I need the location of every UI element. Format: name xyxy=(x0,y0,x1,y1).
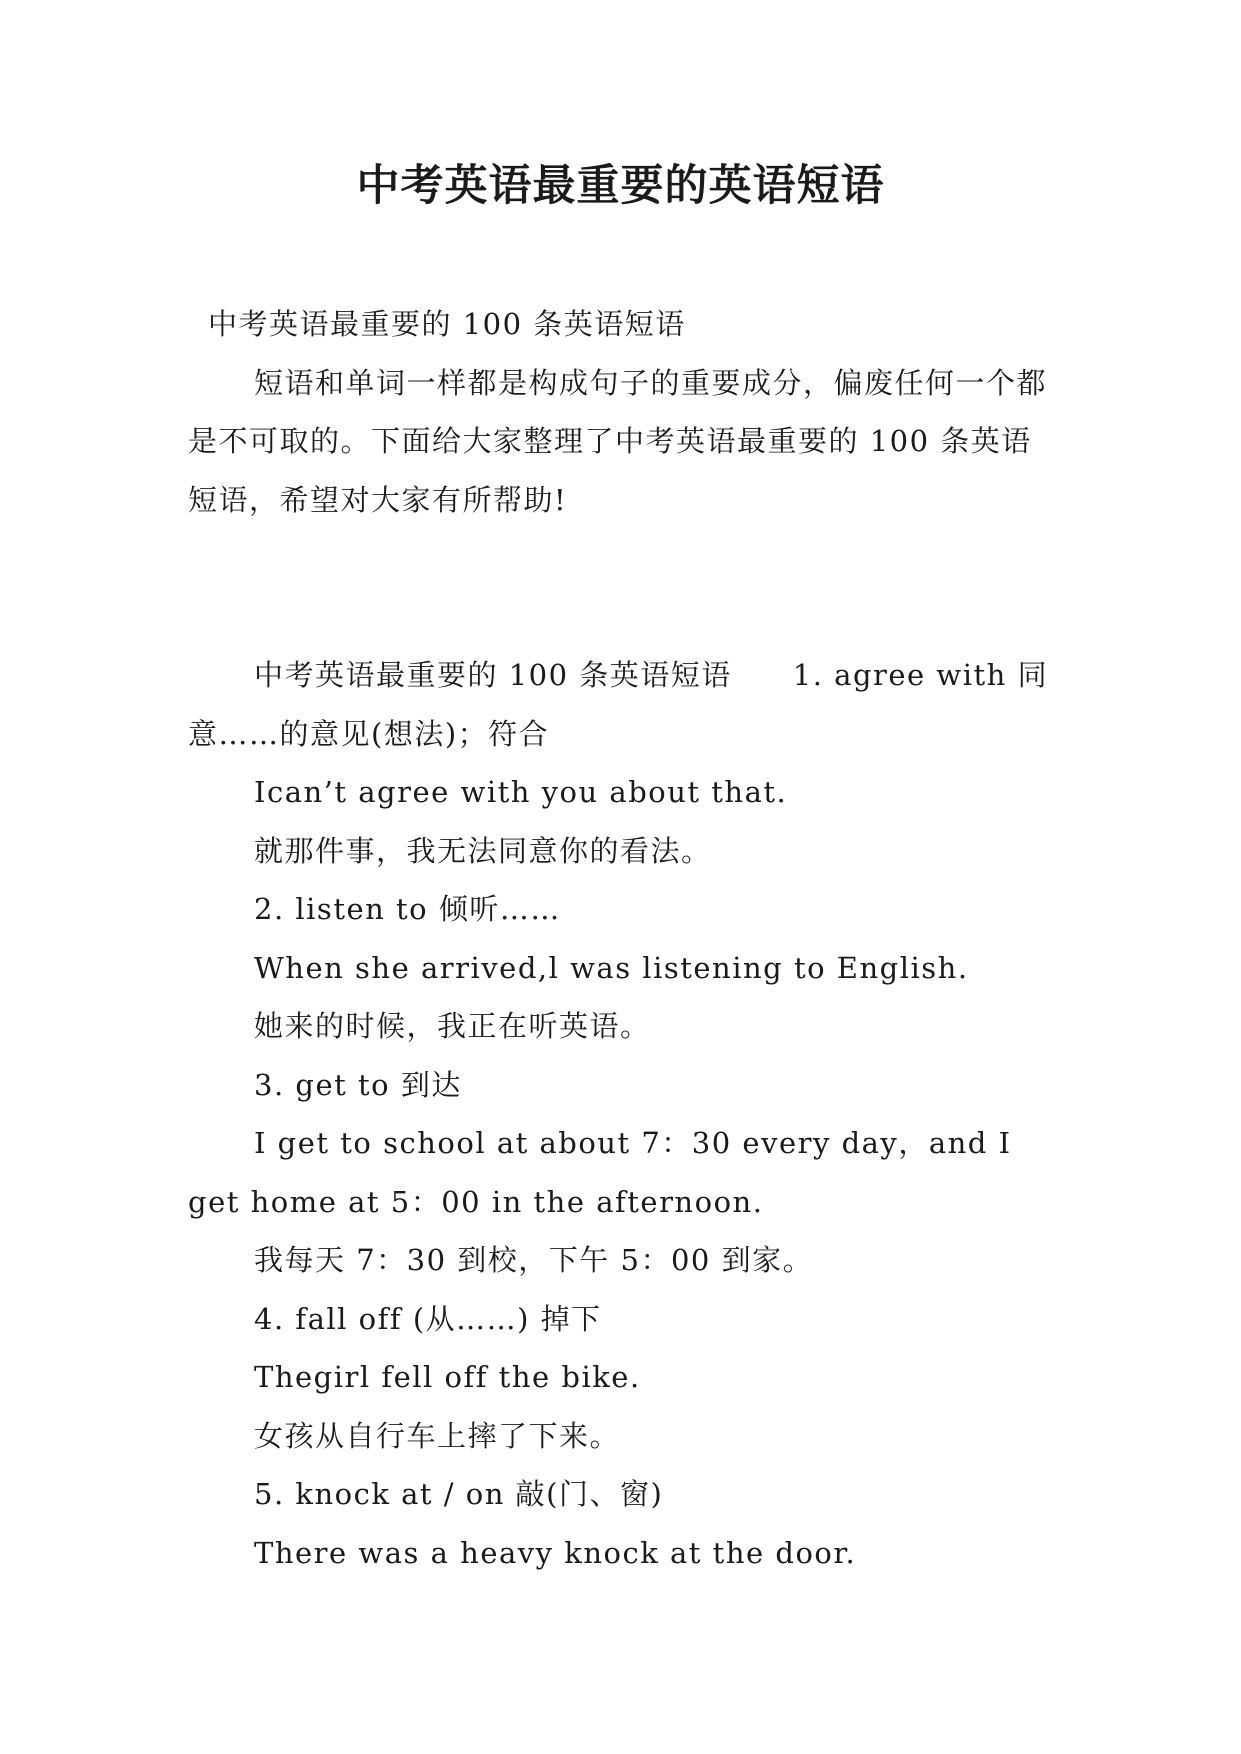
phrase-heading: 4. fall off (从……) 掉下 xyxy=(254,1301,602,1336)
translation-line: 我每天 7：30 到校，下午 5：00 到家。 xyxy=(254,1243,814,1277)
example-sentence: I get to school at about 7：30 every day，and I get home at 5：00 in the afternoon. xyxy=(188,1126,1023,1219)
phrase-heading: 5. knock at / on 敲(门、窗) xyxy=(254,1477,664,1511)
translation-line: 就那件事，我无法同意你的看法。 xyxy=(254,833,712,868)
example-sentence: Ican’t agree with you about that. xyxy=(254,775,788,809)
document-subtitle: 中考英语最重要的 100 条英语短语 xyxy=(208,307,686,341)
example-sentence: When she arrived,l was listening to English. xyxy=(254,950,969,985)
example-sentence: Thegirl fell off the bike. xyxy=(254,1360,641,1394)
phrase-heading: 2. listen to 倾听…… xyxy=(254,892,561,926)
document-body xyxy=(188,295,1058,1582)
translation-line: 她来的时候，我正在听英语。 xyxy=(254,1009,651,1043)
example-sentence: There was a heavy knock at the door. xyxy=(254,1535,857,1570)
phrase-heading: 3. get to 到达 xyxy=(254,1067,462,1102)
paragraph-spacer xyxy=(188,529,1058,646)
translation-line: 女孩从自行车上摔了下来。 xyxy=(254,1418,621,1453)
intro-paragraph: 短语和单词一样都是构成句子的重要成分，偏废任何一个都是不可取的。下面给大家整理了中考英语最重要的 100 条英语短语，希望对大家有所帮助! xyxy=(188,365,1048,517)
document-title: 中考英语最重要的英语短语 xyxy=(356,161,885,211)
section-heading: 中考英语最重要的 100 条英语短语 1. agree with 同意……的意见(想法)；符合 xyxy=(188,658,1049,751)
